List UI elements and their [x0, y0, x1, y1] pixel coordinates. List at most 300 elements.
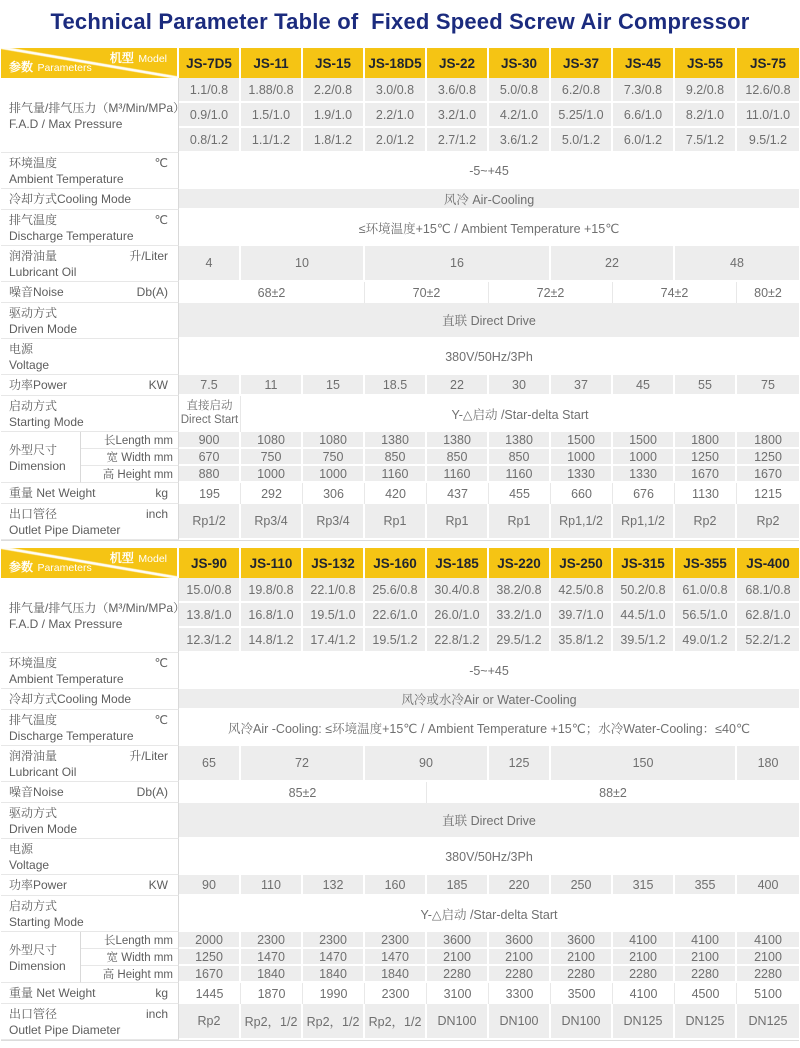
- value-cell: 22: [427, 375, 489, 396]
- value-cell: 30.4/0.8: [427, 578, 489, 603]
- param-label: [1, 746, 179, 782]
- param-label-zh: 启动方式: [9, 399, 58, 413]
- value-cell: 110: [241, 875, 303, 896]
- value-cell: 1470: [365, 949, 427, 966]
- value-cell: 90: [365, 746, 489, 782]
- model-header-cell: JS-55: [675, 48, 737, 78]
- value-cell: 4100: [613, 983, 675, 1004]
- param-label: [1, 504, 179, 540]
- value-cell: 1160: [365, 466, 427, 483]
- param-label-en: Driven Mode: [9, 322, 78, 336]
- param-label-zh: 润滑油量: [9, 749, 58, 763]
- value-cell: 1470: [241, 949, 303, 966]
- value-cell: 1250: [179, 949, 241, 966]
- value-cell: 850: [427, 449, 489, 466]
- param-label-en: Dimension: [9, 958, 66, 973]
- param-label: [1, 483, 179, 504]
- value-cell: 72: [241, 746, 365, 782]
- value-cell: 75: [737, 375, 799, 396]
- param-label-line: [9, 304, 168, 321]
- value-cell: 420: [365, 483, 427, 504]
- value-cell: 2300: [365, 932, 427, 949]
- param-label-line: [9, 690, 168, 707]
- param-label-zh: 驱动方式: [9, 306, 58, 320]
- value-cell: 3600: [489, 932, 551, 949]
- model-header-cell: JS-185: [427, 548, 489, 578]
- table-row: [1, 578, 799, 603]
- param-label-zh: 排气温度: [9, 713, 58, 727]
- param-label: [1, 653, 179, 689]
- value-cell: 19.5/1.2: [365, 628, 427, 653]
- param-label-zh: 驱动方式: [9, 806, 58, 820]
- value-cell: 68.1/0.8: [737, 578, 799, 603]
- value-cell: 3100: [427, 983, 489, 1004]
- param-label-zh: 电源: [9, 842, 34, 856]
- value-cell: 2100: [427, 949, 489, 966]
- param-label: [1, 396, 179, 432]
- param-label-line: [9, 505, 168, 522]
- table-row: [1, 246, 799, 282]
- model-header-cell: JS-11: [241, 48, 303, 78]
- value-cell: 直联 Direct Drive: [179, 803, 799, 839]
- param-label-zh: 噪音Noise: [9, 785, 64, 799]
- value-cell: 39.5/1.2: [613, 628, 675, 653]
- param-label-line: [9, 840, 168, 857]
- value-cell: 3500: [551, 983, 613, 1004]
- corner-param-zh: 参数: [9, 60, 34, 74]
- value-cell: 1080: [241, 432, 303, 449]
- value-cell: 306: [303, 483, 365, 504]
- value-cell: 1215: [737, 483, 799, 504]
- value-cell: 35.8/1.2: [551, 628, 613, 653]
- param-label-line: [9, 484, 168, 501]
- table-row: [1, 375, 799, 396]
- value-cell: 1840: [365, 966, 427, 983]
- param-label-en: Ambient Temperature: [9, 672, 124, 686]
- model-header-cell: JS-250: [551, 548, 613, 578]
- param-label: [1, 210, 179, 246]
- unit-label: ℃: [154, 155, 168, 170]
- value-cell: Rp1: [365, 504, 427, 540]
- value-cell: 3.6/1.2: [489, 128, 551, 153]
- value-cell: 380V/50Hz/3Ph: [179, 839, 799, 875]
- model-header-cell: JS-22: [427, 48, 489, 78]
- value-cell: 0.9/1.0: [179, 103, 241, 128]
- corner-model-zh: 机型: [109, 51, 134, 65]
- value-cell: Y-△启动 /Star-delta Start: [241, 396, 799, 432]
- param-label-zh: 排气量/排气压力（M³/Min/MPa）: [9, 600, 186, 615]
- value-cell: 2300: [365, 983, 427, 1004]
- value-cell: 22.1/0.8: [303, 578, 365, 603]
- param-label: [1, 983, 179, 1004]
- table-row: [1, 653, 799, 689]
- value-cell: 660: [551, 483, 613, 504]
- model-header-cell: JS-7D5: [179, 48, 241, 78]
- value-cell: 12.6/0.8: [737, 78, 799, 103]
- value-cell: DN100: [427, 1004, 489, 1040]
- value-cell: 150: [551, 746, 737, 782]
- param-label-zh: 出口管径: [9, 507, 58, 521]
- value-cell: 180: [737, 746, 799, 782]
- page-title: Technical Parameter Table of Fixed Speed Screw Air Compressor: [50, 9, 750, 34]
- value-cell: 10: [241, 246, 365, 282]
- value-cell: 3.2/1.0: [427, 103, 489, 128]
- param-label: [1, 78, 186, 153]
- param-label-en: Voltage: [9, 358, 50, 372]
- value-cell: 4: [179, 246, 241, 282]
- value-cell: 5100: [737, 983, 799, 1004]
- param-label-en: Voltage: [9, 858, 50, 872]
- value-cell: 19.5/1.0: [303, 603, 365, 628]
- unit-label: KW: [148, 377, 168, 392]
- model-header-cell: JS-15: [303, 48, 365, 78]
- value-cell: 55: [675, 375, 737, 396]
- param-label-en: Starting Mode: [9, 915, 84, 929]
- param-label-zh: 功率Power: [9, 878, 68, 892]
- value-cell: 2280: [489, 966, 551, 983]
- param-label-zh: 冷却方式Cooling Mode: [9, 192, 132, 206]
- value-cell: 1800: [675, 432, 737, 449]
- value-cell: 1840: [303, 966, 365, 983]
- value-cell: 220: [489, 875, 551, 896]
- unit-label: KW: [148, 877, 168, 892]
- model-header-cell: JS-315: [613, 548, 675, 578]
- value-cell: 80±2: [737, 282, 799, 303]
- param-label-zh: 环境温度: [9, 656, 58, 670]
- value-cell: Rp1/2: [179, 504, 241, 540]
- value-cell: 2280: [551, 966, 613, 983]
- table-row: [1, 303, 799, 339]
- param-label-en: Starting Mode: [9, 415, 84, 429]
- value-line-2: Direct Start: [180, 414, 239, 426]
- value-cell: -5~+45: [179, 653, 799, 689]
- value-cell: 455: [489, 483, 551, 504]
- value-cell: 2000: [179, 932, 241, 949]
- param-label-line: [9, 804, 168, 821]
- value-cell: 90: [179, 875, 241, 896]
- dimension-sub-label: 宽 Width mm: [81, 949, 179, 966]
- value-cell: DN125: [613, 1004, 675, 1040]
- value-cell: 250: [551, 875, 613, 896]
- model-header-cell: JS-75: [737, 48, 799, 78]
- value-cell: 12.3/1.2: [179, 628, 241, 653]
- corner-model-label: [110, 49, 167, 67]
- param-label-en: Discharge Temperature: [9, 229, 134, 243]
- value-cell: 1380: [365, 432, 427, 449]
- spec-table-section-1: [1, 48, 799, 541]
- value-cell: 750: [241, 449, 303, 466]
- model-header-cell: JS-160: [365, 548, 427, 578]
- param-label: [1, 839, 179, 875]
- value-cell: 11.0/1.0: [737, 103, 799, 128]
- value-cell: 2100: [737, 949, 799, 966]
- value-cell: 72±2: [489, 282, 613, 303]
- value-cell: 1990: [303, 983, 365, 1004]
- value-cell: 4100: [613, 932, 675, 949]
- value-cell: 2280: [675, 966, 737, 983]
- param-label-line: [9, 783, 168, 800]
- value-cell: 5.0/1.2: [551, 128, 613, 153]
- table-row: [1, 949, 799, 966]
- corner-param-en: Parameters: [37, 62, 92, 74]
- value-cell: 1670: [179, 966, 241, 983]
- page: [0, 9, 800, 1041]
- corner-param-label: [9, 58, 92, 76]
- value-cell: DN100: [551, 1004, 613, 1040]
- value-cell: 2100: [551, 949, 613, 966]
- unit-label: ℃: [154, 212, 168, 227]
- value-cell: 850: [489, 449, 551, 466]
- value-cell: 2100: [613, 949, 675, 966]
- param-label-line: [9, 397, 168, 414]
- value-cell: 85±2: [179, 782, 427, 803]
- param-label: [1, 432, 81, 483]
- param-label-line: [9, 283, 168, 300]
- param-label-zh: 出口管径: [9, 1007, 58, 1021]
- value-cell: Y-△启动 /Star-delta Start: [179, 896, 799, 932]
- corner-model-zh: 机型: [109, 551, 134, 565]
- table-row: [1, 432, 799, 449]
- value-cell: 1380: [489, 432, 551, 449]
- value-cell: 315: [613, 875, 675, 896]
- table-header-row: [1, 548, 799, 578]
- dimension-sub-label: 长Length mm: [81, 932, 179, 949]
- model-header-cell: JS-400: [737, 548, 799, 578]
- value-cell: 44.5/1.0: [613, 603, 675, 628]
- param-label: [1, 375, 179, 396]
- header-corner-cell: [1, 548, 179, 578]
- param-label: [1, 282, 179, 303]
- value-cell: 2280: [613, 966, 675, 983]
- value-cell: 676: [613, 483, 675, 504]
- value-cell: 65: [179, 746, 241, 782]
- value-cell: 2100: [489, 949, 551, 966]
- dimension-sub-label: 宽 Width mm: [81, 449, 179, 466]
- value-cell: 22: [551, 246, 675, 282]
- unit-label: kg: [155, 485, 168, 500]
- value-cell: 1160: [489, 466, 551, 483]
- table-row: [1, 1004, 799, 1040]
- unit-label: Db(A): [136, 284, 168, 299]
- value-cell: 49.0/1.2: [675, 628, 737, 653]
- model-header-cell: JS-45: [613, 48, 675, 78]
- table-row: [1, 839, 799, 875]
- value-cell: 13.8/1.0: [179, 603, 241, 628]
- spec-table-2: [1, 548, 799, 1041]
- value-cell: Rp2: [179, 1004, 241, 1040]
- value-cell: 125: [489, 746, 551, 782]
- value-cell: DN125: [737, 1004, 799, 1040]
- param-label-zh: 电源: [9, 342, 34, 356]
- param-label: [1, 782, 179, 803]
- value-cell: 61.0/0.8: [675, 578, 737, 603]
- table-row: [1, 282, 799, 303]
- model-header-cell: JS-220: [489, 548, 551, 578]
- value-cell: 6.6/1.0: [613, 103, 675, 128]
- value-cell: 0.8/1.2: [179, 128, 241, 153]
- value-cell: 1800: [737, 432, 799, 449]
- param-label-en: F.A.D / Max Pressure: [9, 616, 123, 631]
- unit-label: 升/Liter: [129, 249, 168, 263]
- header-corner-cell: [1, 48, 179, 78]
- value-cell: 1330: [613, 466, 675, 483]
- value-cell: DN100: [489, 1004, 551, 1040]
- table-row: [1, 966, 799, 983]
- value-cell: 18.5: [365, 375, 427, 396]
- table-row: [1, 78, 799, 103]
- table-row: [1, 153, 799, 189]
- param-label-zh: 外型尺寸: [9, 942, 58, 957]
- param-label: [1, 710, 179, 746]
- value-cell: 1500: [551, 432, 613, 449]
- value-cell: Rp2，1/2: [241, 1004, 303, 1040]
- value-cell: 6.0/1.2: [613, 128, 675, 153]
- value-cell: 16.8/1.0: [241, 603, 303, 628]
- value-cell: 37: [551, 375, 613, 396]
- table-row: [1, 803, 799, 839]
- model-header-cell: JS-37: [551, 48, 613, 78]
- value-cell: 850: [365, 449, 427, 466]
- value-cell: 88±2: [427, 782, 799, 803]
- value-cell: 292: [241, 483, 303, 504]
- value-cell: 195: [179, 483, 241, 504]
- param-label-en: Dimension: [9, 458, 66, 473]
- value-cell: 1840: [241, 966, 303, 983]
- param-label: [1, 1004, 179, 1040]
- value-cell: 17.4/1.2: [303, 628, 365, 653]
- value-cell: 1000: [613, 449, 675, 466]
- value-cell: 4500: [675, 983, 737, 1004]
- value-cell: 7.3/0.8: [613, 78, 675, 103]
- value-cell: 22.6/1.0: [365, 603, 427, 628]
- param-label-zh: 外型尺寸: [9, 442, 58, 457]
- param-label-line: [9, 211, 168, 228]
- value-cell: [179, 396, 241, 432]
- value-cell: 4100: [737, 932, 799, 949]
- value-cell: 7.5: [179, 375, 241, 396]
- param-label-zh: 重量 Net Weight: [9, 986, 96, 1000]
- value-cell: 9.5/1.2: [737, 128, 799, 153]
- param-label-line: [9, 747, 168, 764]
- param-label-line: [9, 876, 168, 893]
- value-cell: 1160: [427, 466, 489, 483]
- param-label-en: F.A.D / Max Pressure: [9, 116, 123, 131]
- value-cell: 2300: [303, 932, 365, 949]
- param-label-line: [9, 99, 186, 116]
- value-cell: 1000: [303, 466, 365, 483]
- param-label-line: [9, 984, 168, 1001]
- value-cell: 1.8/1.2: [303, 128, 365, 153]
- param-label-zh: 启动方式: [9, 899, 58, 913]
- model-header-cell: JS-90: [179, 548, 241, 578]
- value-cell: 900: [179, 432, 241, 449]
- value-cell: 1.1/1.2: [241, 128, 303, 153]
- value-cell: 750: [303, 449, 365, 466]
- param-label: [1, 578, 186, 653]
- dimension-sub-label: 高 Height mm: [81, 466, 179, 483]
- param-label: [1, 932, 81, 983]
- value-cell: 2300: [241, 932, 303, 949]
- param-label-zh: 排气温度: [9, 213, 58, 227]
- unit-label: inch: [145, 1006, 168, 1021]
- value-cell: 1250: [737, 449, 799, 466]
- param-label-en: Driven Mode: [9, 822, 78, 836]
- param-label-zh: 噪音Noise: [9, 285, 64, 299]
- value-cell: 437: [427, 483, 489, 504]
- model-header-cell: JS-30: [489, 48, 551, 78]
- param-label: [1, 189, 179, 210]
- value-cell: 1.88/0.8: [241, 78, 303, 103]
- value-cell: 8.2/1.0: [675, 103, 737, 128]
- param-label-line: [9, 376, 168, 393]
- value-cell: -5~+45: [179, 153, 799, 189]
- value-cell: 2100: [675, 949, 737, 966]
- value-cell: 2.0/1.2: [365, 128, 427, 153]
- param-label-line: [9, 654, 168, 671]
- param-label-zh: 功率Power: [9, 378, 68, 392]
- value-cell: 风冷 Air-Cooling: [179, 189, 799, 210]
- value-cell: 4100: [675, 932, 737, 949]
- value-cell: 355: [675, 875, 737, 896]
- param-label-zh: 冷却方式Cooling Mode: [9, 692, 132, 706]
- value-cell: Rp1,1/2: [613, 504, 675, 540]
- corner-param-en: Parameters: [37, 562, 92, 574]
- value-cell: 380V/50Hz/3Ph: [179, 339, 799, 375]
- value-cell: 50.2/0.8: [613, 578, 675, 603]
- value-cell: 45: [613, 375, 675, 396]
- param-label-zh: 排气量/排气压力（M³/Min/MPa）: [9, 100, 186, 115]
- model-header-cell: JS-18D5: [365, 48, 427, 78]
- value-cell: 42.5/0.8: [551, 578, 613, 603]
- value-cell: 3600: [427, 932, 489, 949]
- value-cell: Rp1: [489, 504, 551, 540]
- unit-label: ℃: [154, 655, 168, 670]
- unit-label: inch: [145, 506, 168, 521]
- value-cell: 22.8/1.2: [427, 628, 489, 653]
- table-row: [1, 782, 799, 803]
- value-cell: 15.0/0.8: [179, 578, 241, 603]
- value-cell: Rp2: [737, 504, 799, 540]
- value-cell: Rp1,1/2: [551, 504, 613, 540]
- value-cell: 2.2/1.0: [365, 103, 427, 128]
- value-cell: DN125: [675, 1004, 737, 1040]
- value-cell: 11: [241, 375, 303, 396]
- value-cell: 6.2/0.8: [551, 78, 613, 103]
- param-label-en: Lubricant Oil: [9, 265, 77, 279]
- value-cell: 30: [489, 375, 551, 396]
- param-label-line: [9, 247, 168, 264]
- value-cell: 1.1/0.8: [179, 78, 241, 103]
- table-row: [1, 483, 799, 504]
- value-cell: 1130: [675, 483, 737, 504]
- value-cell: 19.8/0.8: [241, 578, 303, 603]
- param-label-en: Lubricant Oil: [9, 765, 77, 779]
- value-cell: 1500: [613, 432, 675, 449]
- value-cell: 1.9/1.0: [303, 103, 365, 128]
- param-label-line: [9, 941, 70, 958]
- value-cell: ≤环境温度+15℃ / Ambient Temperature +15℃: [179, 210, 799, 246]
- table-row: [1, 504, 799, 540]
- param-label: [1, 339, 179, 375]
- value-cell: 4.2/1.0: [489, 103, 551, 128]
- param-label-en: Ambient Temperature: [9, 172, 124, 186]
- param-label-zh: 环境温度: [9, 156, 58, 170]
- param-label: [1, 803, 179, 839]
- table-row: [1, 932, 799, 949]
- value-cell: Rp2，1/2: [303, 1004, 365, 1040]
- unit-label: ℃: [154, 712, 168, 727]
- table-row: [1, 396, 799, 432]
